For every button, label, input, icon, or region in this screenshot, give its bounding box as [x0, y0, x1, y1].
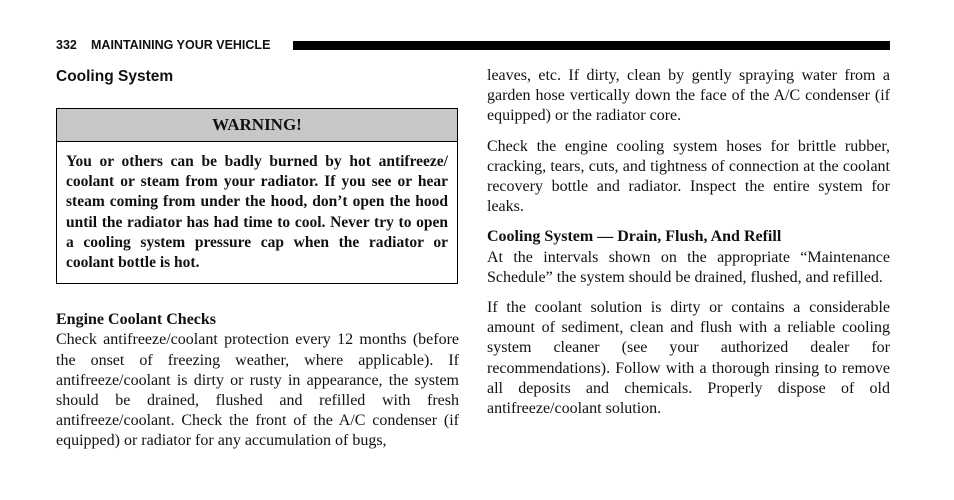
drain-flush-refill-heading: Cooling System — Drain, Flush, And Refill	[487, 228, 782, 246]
left-column	[56, 66, 459, 452]
page-number: 332	[56, 38, 77, 52]
page-header	[56, 38, 890, 52]
header-rule	[293, 41, 890, 50]
engine-coolant-checks-heading: Engine Coolant Checks	[56, 311, 217, 329]
right-column	[487, 66, 890, 419]
warning-box	[56, 108, 458, 284]
warning-title: WARNING!	[57, 109, 457, 142]
cooling-system-heading: Cooling System	[56, 68, 174, 85]
drain-flush-refill-text: At the intervals shown on the appropriate “Maintenance Schedule” the system should be drained, flushed, and refilled.	[487, 248, 890, 286]
engine-coolant-checks-text: Check antifreeze/coolant protection every 12 months (before the onset of freezing weather, where applicable). If antifreeze/coolant is dirty or rusty in appearance, the system should be drained, flushed and refilled with fresh antifreeze/coolant. Check the front of the A/C condenser (if equipped) or radiator for any accumulation of bugs,	[56, 331, 459, 450]
section-title: MAINTAINING YOUR VEHICLE	[91, 38, 271, 52]
paragraph-leaves: leaves, etc. If dirty, clean by gently spraying water from a garden hose vertically down the face of the A/C condenser (if equipped) or the radiator core.	[487, 67, 890, 125]
warning-text: You or others can be badly burned by hot antifreeze/ coolant or steam from your radiator. If you see or hear steam coming from under the hood, don’t open the hood until the radiator has had time to cool. Never try to open a cooling system pressure cap when the radiator or coolant bottle is hot.	[66, 153, 448, 272]
paragraph-dirty-coolant: If the coolant solution is dirty or contains a considerable amount of sediment, clean and flush with a reliable cooling system cleaner (see your authorized dealer for recommendations). Follow with a thorough rinsing to remove all deposits and chemicals. Properly dispose of old antifreeze/coolant solution.	[487, 299, 890, 418]
paragraph-hoses: Check the engine cooling system hoses for brittle rubber, cracking, tears, cuts, and tightness of connection at the coolant recovery bottle and radiator. Inspect the entire system for leaks.	[487, 137, 890, 216]
